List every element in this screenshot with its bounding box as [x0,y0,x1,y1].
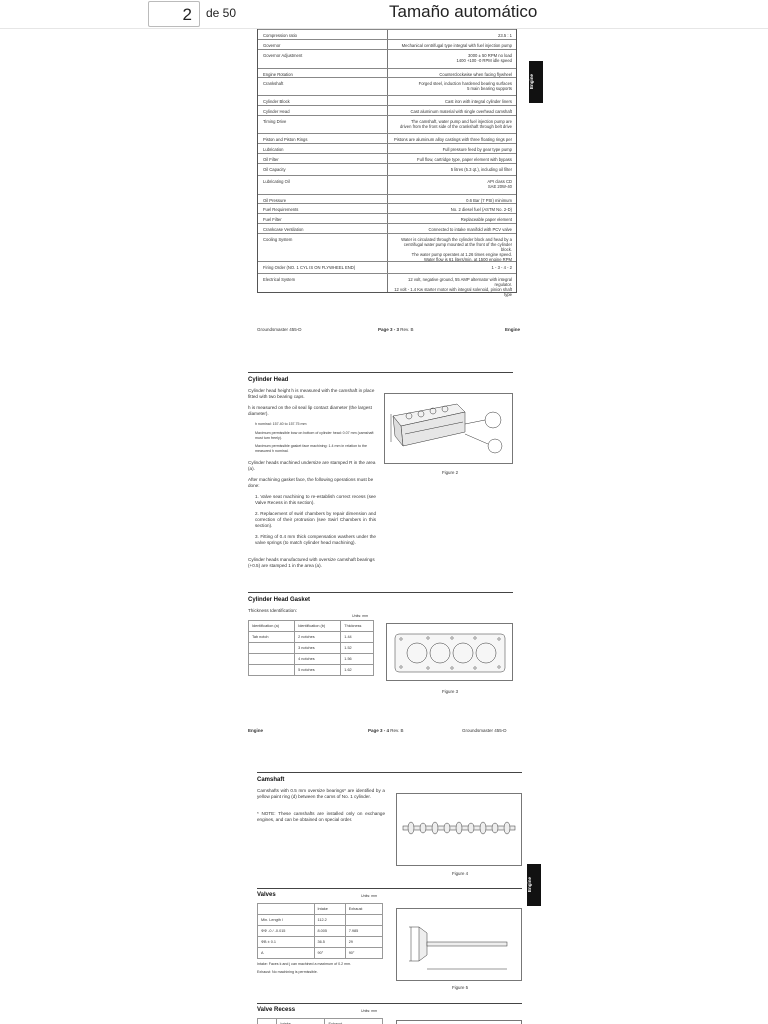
cylinder-head-list-item: 3. Fitting of 0.4 mm thick compensation washers under the valve springs (to match cylinder head machining). [255,534,376,545]
valves-note: Exhaust: No machining is permissible. [257,970,318,974]
table-row [249,643,374,654]
spec-value: The camshaft, water pump and fuel injection pump are driven from the front side of the crankshaft through belt drive [400,119,512,130]
spec-label: Electrical System [263,277,296,282]
spec-label: Governor Adjustment [263,53,303,58]
footer-section: Engine [505,327,521,332]
valve-recess-figure [396,1020,522,1024]
zoom-selector[interactable]: Tamaño automático [389,2,538,21]
spec-row [258,133,516,143]
spec-label: Cylinder Block [263,99,290,104]
table-cell: 1.56 [341,654,374,665]
spec-row [258,68,516,77]
spec-row [258,105,516,115]
side-tab-label: Engine [529,73,535,90]
spec-row [258,261,516,273]
table-header-cell: Identification (a) [249,621,295,632]
spec-value: Connected to intake manifold with PCV valve [428,227,512,232]
table-row [258,915,383,926]
spec-row [258,49,516,68]
table-row [249,665,374,676]
page-number-footer [378,327,413,332]
spec-row [258,95,516,105]
page-footer-section [248,728,263,733]
page-total-label: de 50 [206,6,237,20]
table-header-row [258,904,383,915]
table-cell: A [258,948,315,959]
table-row [249,654,374,665]
spec-label: Oil Capacity [263,167,286,172]
spec-value: Cast iron with integral cylinder liners [444,99,512,104]
table-cell: 4 notches [295,654,341,665]
spec-label: Lubricating Oil [263,179,290,184]
cylinder-head-drawing [385,394,512,463]
footer-page: Page 3 - 4 [368,728,390,733]
spec-row [258,273,516,298]
spec-value: Water is circulated through the cylinder block and head by a centrifugal water pump mounted at the front of the cylinder block. The water pump operates at 1.26 times engine speed. Water flow is 61 liters/min. at 1500 engine RPM [401,237,512,263]
camshaft-figure [396,793,522,866]
cylinder-head-paragraph: Cylinder heads machined undersize are stamped R in the area (a). [248,460,376,471]
spec-note: Maximum permissible gasket face machining: 1.4 mm in relation to the measured h nominal. [255,444,368,453]
spec-note: Maximum permissible bow on bottom of cylinder head: 0.07 mm (camshaft must turn freely). [255,431,374,440]
valve-drawing [397,909,521,980]
valve-recess-table [257,1018,383,1024]
engine-side-tab [527,864,541,906]
camshaft-paragraph: Camshafts with 0.5 mm oversize bearings* are identified by a yellow paint ring (d) between the cams of No. 1 cylinder. [257,788,385,799]
spec-value: Mechanical centrifugal type integral with fuel injection pump [401,43,512,48]
valves-title: Valves [257,892,276,898]
table-row [258,948,383,959]
spec-label: Fuel Filter [263,217,282,222]
table-cell: 112.2 [314,915,345,926]
engine-side-tab [529,61,543,103]
table-cell: 8.005 [314,926,345,937]
page-footer-section [505,327,520,332]
valve-recess-title: Valve Recess [257,1007,296,1013]
spec-label: Engine Rotation [263,72,293,77]
table-row [249,632,374,643]
spec-value: Full pressure feed by gear type pump [442,147,512,152]
spec-value: 12 volt, negative ground, 55 AMP alternator with integral regulator. 12 volt - 1.4 Kw starter motor with integral solenoid, pinion shaft type [394,277,512,298]
table-cell [249,665,295,676]
table-header-cell: Identification (b) [295,621,341,632]
spec-label: Piston and Piston Rings [263,137,308,142]
camshaft-title: Camshaft [257,777,285,783]
table-cell [345,915,382,926]
table-row [258,926,383,937]
spec-label: Firing Order (NO. 1 CYL IS ON FLYWHEEL END) [263,265,356,270]
figure-caption: Figure 2 [441,470,459,475]
page-number-footer [368,728,403,733]
table-header-cell: Intake [314,904,345,915]
table-header-row [258,1019,383,1024]
spec-label: Crankcase Ventilation [263,227,304,232]
spec-row [258,223,516,233]
table-header-cell: Intake [277,1019,325,1024]
spec-label: Timing Drive [263,119,287,124]
table-header-cell: Exhaust [325,1019,383,1024]
spec-value: API class CD SAE 20W-40 [487,179,512,190]
spec-label: Cooling System [263,237,293,242]
cylinder-head-paragraph: Cylinder heads manufactured with oversize camshaft bearings (+0.5) are stamped 1 in the area (a). [248,557,375,568]
specifications-table [257,29,517,298]
section-rule [257,1003,522,1004]
cylinder-head-list-item: 1. Valve seat machining to re-establish correct recess (see Valve Recess in this section). [255,494,376,505]
table-header-cell [258,904,315,915]
cylinder-head-list-item: 2. Replacement of swirl chambers by repair dimension and correction of their protrusion (see Swirl Chambers in this section). [255,511,376,528]
section-rule [248,592,513,593]
spec-label: Oil Filter [263,157,279,162]
spec-value: Cast aluminum material with single overhead camshaft [410,109,512,114]
spec-row [258,77,516,95]
table-header-cell: Exhaust [345,904,382,915]
units-label: Units: mm [361,894,378,898]
spec-row [258,213,516,223]
table-cell: 90° [314,948,345,959]
figure-caption: Figure 5 [451,985,469,990]
page-number-input[interactable]: 2 [148,1,200,27]
spec-row [258,29,516,39]
spec-value: Forged steel, induction hardened bearing surfaces 5 main bearing supports [418,81,512,92]
spec-value: 1 - 3 - 4 - 2 [491,265,512,270]
page-footer: Groundsmaster 455-D [257,327,302,332]
table-cell: 3 notches [295,643,341,654]
cylinder-head-paragraph: Cylinder head height h is measured with the camshaft in place fitted with two bearing caps. [248,388,375,399]
table-header-row [249,621,374,632]
spec-value: No. 2 diesel fuel (ASTM No. 2-D) [450,207,512,212]
spec-row [258,153,516,163]
valves-note: Intake: Faces k and j can machined a maximum of 0.2 mm. [257,962,352,966]
camshaft-drawing [397,794,521,865]
spec-label: Oil Pressure [263,198,287,203]
table-cell: Min. Length l [258,915,315,926]
table-cell: ΦB ± 0.1 [258,937,315,948]
spec-value: Pistons are aluminum alloy castings with three floating rings per [393,137,512,142]
cylinder-head-title: Cylinder Head [248,377,289,383]
gasket-title: Cylinder Head Gasket [248,597,311,603]
table-cell: 1.52 [341,643,374,654]
spec-row [258,39,516,49]
units-label: Units: mm [352,614,369,618]
units-label: Units: mm [361,1009,378,1013]
spec-note: h nominal: 157.40 to 157.75 mm [255,422,307,426]
footer-rev: Rev. B [390,728,404,733]
spec-row [258,233,516,261]
table-header-cell [258,1019,277,1024]
table-cell: 5 notches [295,665,341,676]
spec-label: Fuel Requirements [263,207,299,212]
footer-rev: Rev. B [400,327,414,332]
spec-row [258,203,516,213]
spec-row [258,163,516,175]
table-cell [249,654,295,665]
spec-row [258,143,516,153]
valve-figure [396,908,522,981]
cylinder-head-paragraph: h is measured on the oil seal lip contact diameter (the largest diameter). [248,405,372,416]
table-cell: Tab notch [249,632,295,643]
spec-value: 3000 ± 50 RPM no load 1400 +100 -0 RPM idle speed [456,53,512,64]
gasket-table [248,620,374,676]
footer-page: Page 3 - 3 [378,327,400,332]
section-rule [257,888,522,889]
camshaft-note: * NOTE: These camshafts are installed only on exchange engines, and can be obtained on special order. [257,811,385,822]
spec-label: Crankshaft [263,81,284,86]
valves-table [257,903,383,959]
table-cell: 1.62 [341,665,374,676]
gasket-drawing [387,624,512,680]
table-cell: 7.985 [345,926,382,937]
gasket-figure [386,623,513,681]
page-footer: Groundsmaster 455-D [462,728,507,733]
spec-label: Compression ratio [263,33,297,38]
spec-label: Lubrication [263,147,284,152]
spec-label: Governor [263,43,281,48]
table-cell: 2 notches [295,632,341,643]
spec-row [258,175,516,194]
table-cell: 29 [345,937,382,948]
spec-value: 23.5 : 1 [498,33,512,38]
table-header-cell: Thickness [341,621,374,632]
section-rule [248,372,513,373]
spec-value: Full flow, cartridge type, paper element with bypass [417,157,512,162]
gasket-subtitle: Thickness Identification: [248,608,298,613]
viewer-toolbar [0,0,768,29]
table-cell [249,643,295,654]
figure-caption: Figure 4 [451,871,469,876]
spec-value: Replaceable paper element [460,217,512,222]
table-cell: ΦΦ -0 / -0.015 [258,926,315,937]
figure-caption: Figure 3 [441,689,459,694]
spec-value: Counterclockwise when facing flywheel [439,72,512,77]
section-rule [257,772,522,773]
spec-row [258,115,516,133]
table-cell: 90° [345,948,382,959]
footer-section: Engine [248,728,264,733]
spec-row [258,194,516,203]
cylinder-head-paragraph: After machining gasket face, the following operations must be done: [248,477,374,488]
spec-label: Cylinder Head [263,109,290,114]
spec-value: 5 litres (5.3 qt.), including oil filter [450,167,512,172]
spec-value: 0.6 Bar (7 PSI) minimum [466,198,512,203]
table-row [258,937,383,948]
cylinder-head-figure [384,393,513,464]
table-cell: 36.5 [314,937,345,948]
side-tab-label: Engine [527,876,533,893]
table-cell: 1.44 [341,632,374,643]
